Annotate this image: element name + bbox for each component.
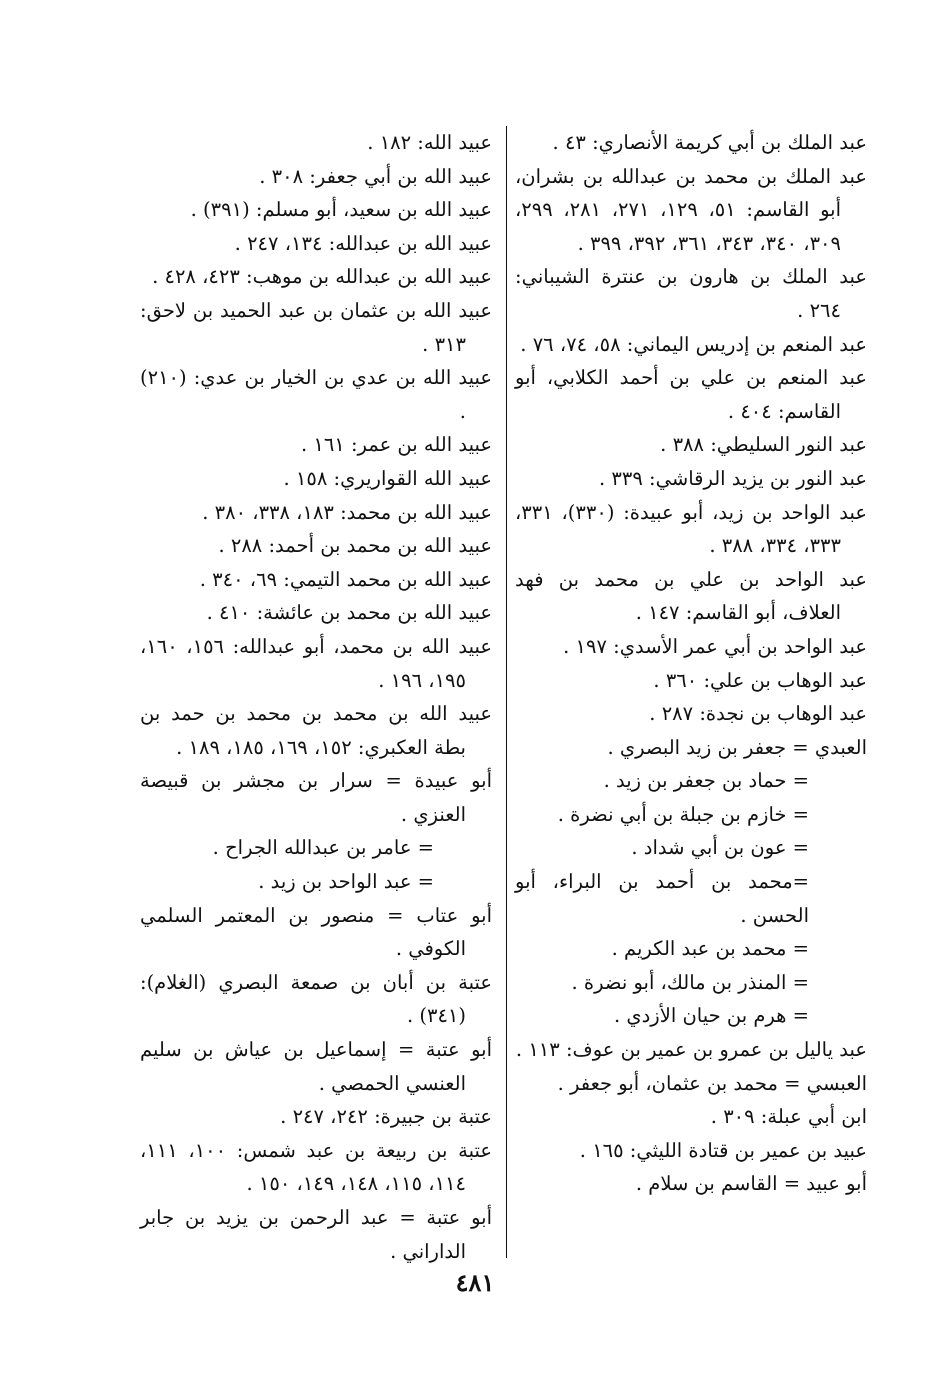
index-entry: عبيد الله بن أبي جعفر: ٣٠٨ .: [259, 164, 492, 188]
index-subentry: = عون بن أبي شداد .: [631, 836, 809, 860]
index-entry: عبيد الله: ١٨٢ .: [367, 131, 492, 154]
index-entry: عبد الملك بن هارون بن عنترة الشيباني: ٢٦٤ .: [515, 265, 867, 322]
index-entry: عبيد الله بن عثمان بن عبد الحميد بن لاحق: ٣١٣ .: [140, 298, 492, 356]
index-subentry: =محمد بن أحمد بن البراء، أبو الحسن .: [515, 870, 809, 927]
index-entry: عبد الملك بن أبي كريمة الأنصاري: ٤٣ .: [552, 131, 867, 154]
index-entry: عتبة بن ربيعة بن عبد شمس: ١٠٠، ١١١، ١١٤، ١١٥، ١٤٨، ١٤٩، ١٥٠ .: [140, 1138, 492, 1196]
index-entry: عبيد الله بن محمد بن محمد بن حمد بن بطة العكبري: ١٥٢، ١٦٩، ١٨٥، ١٨٩ .: [140, 702, 492, 759]
index-subentry: = خازم بن جبلة بن أبي نضرة .: [557, 802, 809, 826]
index-entry: عبيد الله بن عبدالله: ١٣٤، ٢٤٧ .: [234, 231, 492, 255]
index-subentry: = المنذر بن مالك، أبو نضرة .: [571, 970, 809, 994]
page-number: ٤٨١: [455, 1268, 495, 1297]
index-entry: عبيد الله بن محمد: ١٨٣، ٣٣٨، ٣٨٠ .: [202, 500, 492, 524]
index-entry: أبو عتبة = إسماعيل بن عياش بن سليم العنسي الحمصي .: [140, 1038, 492, 1095]
index-entry: عبد الواحد بن زيد، أبو عبيدة: (٣٣٠)، ٣٣١، ٣٣٣، ٣٣٤، ٣٨٨ .: [515, 500, 867, 558]
index-entry: عبد الوهاب بن نجدة: ٢٨٧ .: [649, 702, 867, 726]
index-entry: عبيد الله بن محمد بن عائشة: ٤١٠ .: [206, 601, 492, 625]
right-column: [515, 126, 867, 1201]
index-subentry: = حماد بن جعفر بن زيد .: [603, 769, 809, 793]
index-entry: عبد ياليل بن عمرو بن عمير بن عوف: ١١٣ .: [515, 1038, 867, 1062]
index-entry: أبو عبيد = القاسم بن سلام .: [635, 1172, 867, 1196]
index-entry: عبيد الله بن محمد، أبو عبدالله: ١٥٦، ١٦٠، ١٩٥، ١٩٦ .: [140, 634, 492, 692]
index-subentry: = عبد الواحد بن زيد .: [258, 870, 434, 894]
index-entry: عبد المنعم بن علي بن أحمد الكلابي، أبو القاسم: ٤٠٤ .: [515, 366, 867, 423]
index-entry: عبد المنعم بن إدريس اليماني: ٥٨، ٧٤، ٧٦ .: [520, 332, 867, 356]
index-entry: عبد الملك بن محمد بن عبدالله بن بشران، أبو القاسم: ٥١، ١٢٩، ٢٧١، ٢٨١، ٢٩٩، ٣٠٩، ٣٤٠، ٣٤٣، ٣٦١، ٣٩٢، ٣٩٩ .: [515, 164, 867, 255]
index-entry: عبيد الله بن سعيد، أبو مسلم: (٣٩١) .: [190, 198, 492, 222]
column-divider: [506, 126, 507, 1258]
index-entry: عبد الواحد بن أبي عمر الأسدي: ١٩٧ .: [563, 634, 867, 658]
index-entry: ابن أبي عبلة: ٣٠٩ .: [710, 1105, 867, 1129]
index-entry: عبد النور السليطي: ٣٨٨ .: [660, 433, 867, 457]
index-entry: عتبة بن جبيرة: ٢٤٢، ٢٤٧ .: [280, 1105, 492, 1129]
index-subentry: = عامر بن عبدالله الجراح .: [212, 836, 434, 860]
index-entry: عبيد الله بن محمد بن أحمد: ٢٨٨ .: [218, 534, 492, 558]
index-entry: عبيد الله بن عمر: ١٦١ .: [300, 433, 492, 457]
index-entry: العبدي = جعفر بن زيد البصري .: [607, 735, 867, 759]
index-entry: أبو عبيدة = سرار بن مجشر بن قبيصة العنزي .: [140, 769, 492, 826]
index-entry: أبو عتبة = عبد الرحمن بن يزيد بن جابر الداراني .: [140, 1206, 492, 1263]
left-column: [140, 126, 492, 1268]
index-entry: عبيد الله بن عدي بن الخيار بن عدي: (٢١٠) .: [140, 366, 492, 423]
index-entry: عبد النور بن يزيد الرقاشي: ٣٣٩ .: [599, 466, 867, 490]
index-entry: عبد الوهاب بن علي: ٣٦٠ .: [653, 668, 867, 692]
index-entry: عبيد الله القواريري: ١٥٨ .: [283, 466, 492, 490]
index-entry: عتبة بن أبان بن صمعة البصري (الغلام): (٣٤١) .: [140, 970, 492, 1028]
index-entry: عبد الواحد بن علي بن محمد بن فهد العلاف، أبو القاسم: ١٤٧ .: [515, 567, 867, 625]
index-subentry: = محمد بن عبد الكريم .: [611, 937, 809, 961]
index-subentry: = هرم بن حيان الأزدي .: [613, 1004, 809, 1028]
index-entry: عبيد الله بن عبدالله بن موهب: ٤٢٣، ٤٢٨ .: [152, 265, 492, 289]
index-entry: عبيد بن عمير بن قتادة الليثي: ١٦٥ .: [579, 1138, 867, 1162]
index-entry: عبيد الله بن محمد التيمي: ٦٩، ٣٤٠ .: [199, 567, 492, 591]
index-entry: العبسي = محمد بن عثمان، أبو جعفر .: [557, 1071, 867, 1095]
index-entry: أبو عتاب = منصور بن المعتمر السلمي الكوفي .: [140, 903, 492, 961]
